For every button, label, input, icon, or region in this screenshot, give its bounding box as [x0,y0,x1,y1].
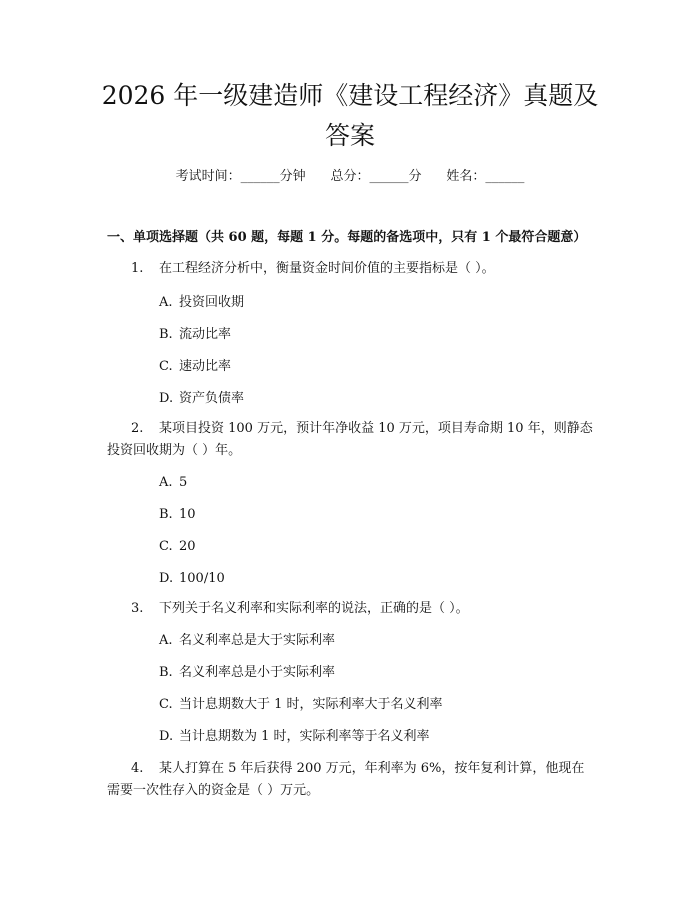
option-text: 速动比率 [179,359,232,374]
option-1b [159,326,231,344]
score-unit: 分 [408,169,422,184]
question-1 [107,258,597,280]
option-2b [159,506,196,524]
exam-time-label: 考试时间： [175,169,241,184]
option-text: 名义利率总是小于实际利率 [179,665,336,680]
question-number: 1. [131,261,144,276]
question-text: 某人打算在 5 年后获得 200 万元，年利率为 6%，按年复利计算，他现在需要一次性存入的资金是（ ）万元。 [107,761,585,798]
question-text: 某项目投资 100 万元，预计年净收益 10 万元，项目寿命期 10 年，则静态投资回收期为（ ）年。 [107,421,593,458]
option-letter: C. [159,697,173,712]
question-2 [107,418,597,462]
question-3 [107,598,597,620]
option-letter: B. [159,507,173,522]
option-text: 当计息期数大于 1 时，实际利率大于名义利率 [179,697,443,712]
title-line-1: 2026 年一级建造师《建设工程经济》真题及 [101,81,599,110]
option-1a [159,294,244,312]
option-text: 投资回收期 [179,295,245,310]
option-letter: A. [159,633,173,648]
option-letter: D. [159,391,174,406]
option-text: 20 [179,539,196,554]
title-line-2: 答案 [324,121,375,150]
question-text: 下列关于名义利率和实际利率的说法，正确的是（ ）。 [159,601,469,616]
option-letter: D. [159,729,174,744]
option-text: 当计息期数为 1 时，实际利率等于名义利率 [179,729,430,744]
question-4 [107,758,597,802]
question-number: 3. [131,601,144,616]
document-title [80,76,620,156]
option-text: 资产负债率 [179,391,245,406]
option-text: 流动比率 [179,327,232,342]
option-text: 10 [179,507,196,522]
option-text: 5 [179,475,188,490]
option-text: 100/10 [179,571,225,586]
option-text: 名义利率总是大于实际利率 [179,633,336,648]
option-letter: C. [159,359,173,374]
option-letter: A. [159,475,173,490]
option-3a [159,632,335,650]
option-2c [159,538,196,556]
option-3c [159,696,443,714]
option-letter: B. [159,665,173,680]
option-3d [159,728,430,746]
section-heading: 一、单项选择题（共 60 题，每题 1 分。每题的备选项中，只有 1 个最符合题意） [107,230,587,245]
option-3b [159,664,335,682]
option-letter: C. [159,539,173,554]
question-number: 2. [131,421,144,436]
option-1c [159,358,231,376]
name-label: 姓名： [446,169,486,184]
name-blank: ______ [485,169,525,184]
option-letter: A. [159,295,173,310]
question-number: 4. [131,761,144,776]
option-1d [159,390,244,408]
score-blank: ______ [369,169,409,184]
option-2a [159,474,187,492]
option-letter: B. [159,327,173,342]
exam-time-unit: 分钟 [279,169,306,184]
question-text: 在工程经济分析中，衡量资金时间价值的主要指标是（ ）。 [159,261,495,276]
exam-meta [0,168,700,186]
score-label: 总分： [330,169,370,184]
exam-time-blank: ______ [240,169,280,184]
option-letter: D. [159,571,174,586]
option-2d [159,570,225,588]
